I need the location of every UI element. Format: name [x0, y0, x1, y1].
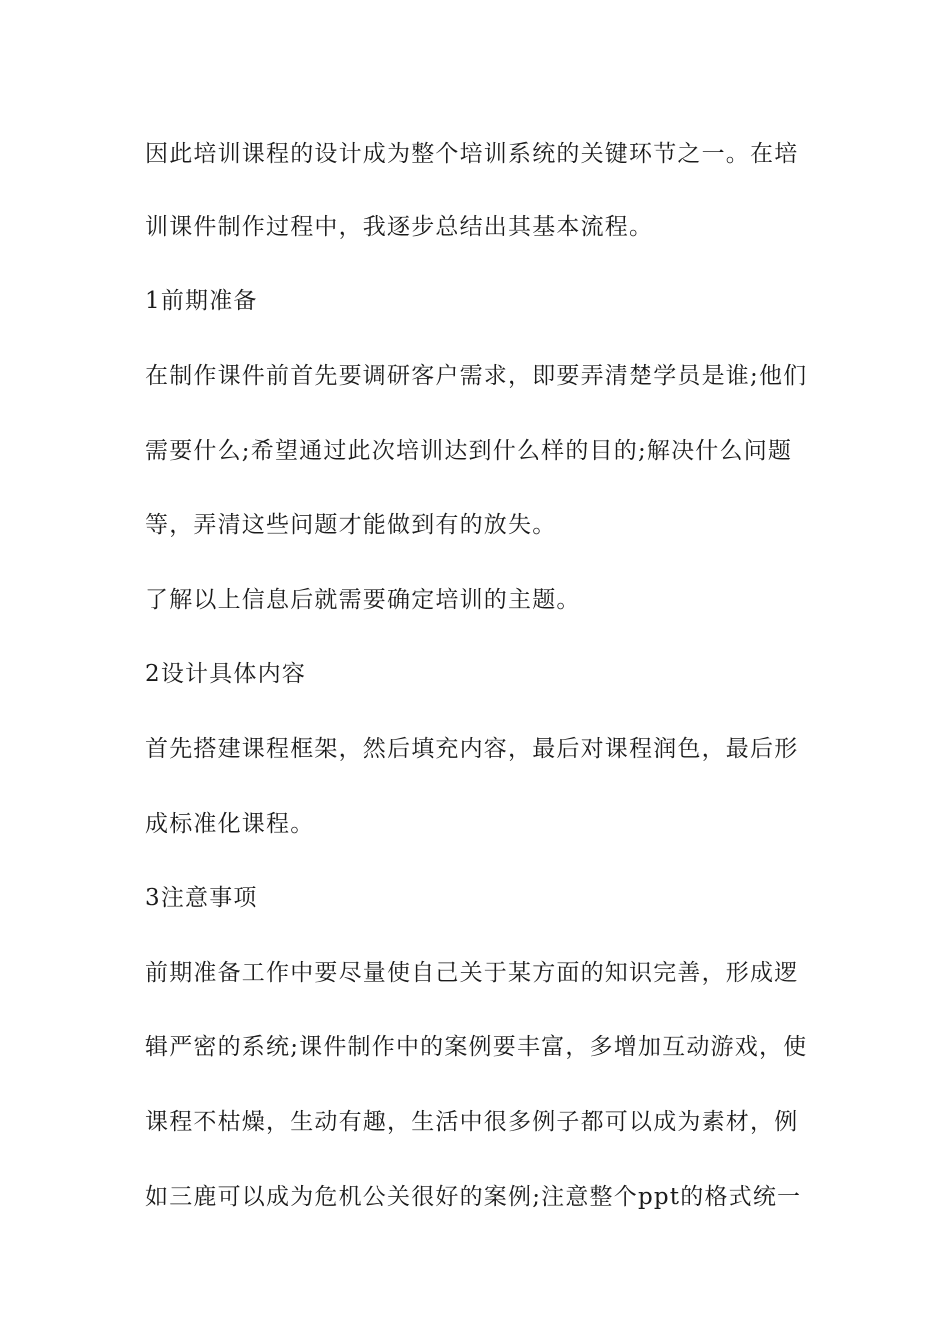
paragraph-line: 需要什么;希望通过此次培训达到什么样的目的;解决什么问题	[145, 438, 793, 464]
paragraph-line: 了解以上信息后就需要确定培训的主题。	[145, 587, 581, 613]
section-heading: 1前期准备	[145, 288, 258, 314]
paragraph-line: 等，弄清这些问题才能做到有的放失。	[145, 512, 557, 538]
paragraph-line: 训课件制作过程中，我逐步总结出其基本流程。	[145, 214, 654, 240]
paragraph-line: 辑严密的系统;课件制作中的案例要丰富，多增加互动游戏，使	[145, 1034, 808, 1060]
paragraph-line: 如三鹿可以成为危机公关很好的案例;注意整个ppt的格式统一	[145, 1184, 802, 1210]
paragraph-line: 因此培训课程的设计成为整个培训系统的关键环节之一。在培	[145, 141, 799, 167]
paragraph-line: 课程不枯燥，生动有趣，生活中很多例子都可以成为素材，例	[145, 1109, 799, 1135]
section-heading: 2设计具体内容	[145, 661, 307, 687]
paragraph-line: 首先搭建课程框架，然后填充内容，最后对课程润色，最后形	[145, 736, 799, 762]
paragraph-line: 前期准备工作中要尽量使自己关于某方面的知识完善，形成逻	[145, 960, 799, 986]
paragraph-line: 在制作课件前首先要调研客户需求，即要弄清楚学员是谁;他们	[145, 363, 808, 389]
section-heading: 3注意事项	[145, 885, 258, 911]
paragraph-line: 成标准化课程。	[145, 811, 315, 837]
